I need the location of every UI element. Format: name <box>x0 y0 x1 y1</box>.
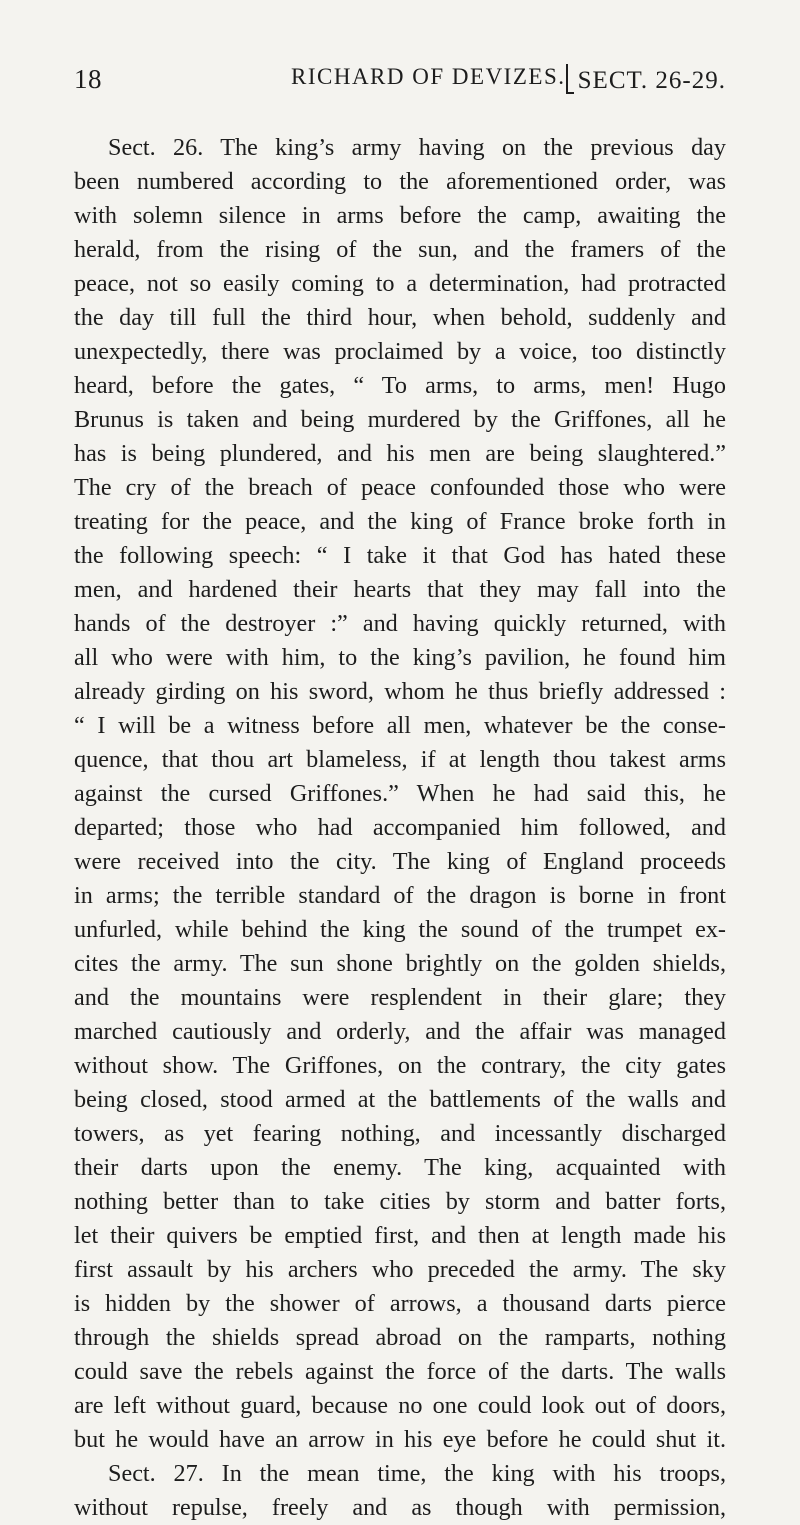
text-line: nothing better than to take cities by storm and batter forts, <box>74 1188 726 1215</box>
text-line: marched cautiously and orderly, and the affair was managed <box>74 1018 726 1045</box>
text-line: Sect. 26. The king’s army having on the previous day <box>108 134 726 161</box>
section-range <box>566 64 726 95</box>
text-line: first assault by his archers who preceded the army. The sky <box>74 1256 726 1283</box>
bracket-mark <box>566 64 574 94</box>
text-line: cites the army. The sun shone brightly on the golden shields, <box>74 950 726 977</box>
text-line: are left without guard, because no one could look out of doors, <box>74 1392 726 1419</box>
body-text <box>74 131 726 1525</box>
text-line: unfurled, while behind the king the sound of the trumpet ex- <box>74 916 726 943</box>
text-line: “ I will be a witness before all men, whatever be the conse- <box>74 712 726 739</box>
text-line: hands of the destroyer :” and having quickly returned, with <box>74 610 726 637</box>
text-line: quence, that thou art blameless, if at length thou takest arms <box>74 746 726 773</box>
text-line: in arms; the terrible standard of the dragon is borne in front <box>74 882 726 909</box>
text-line: been numbered according to the aforementioned order, was <box>74 168 726 195</box>
text-line: already girding on his sword, whom he thus briefly addressed : <box>74 678 726 705</box>
text-line: through the shields spread abroad on the ramparts, nothing <box>74 1324 726 1351</box>
text-line: Brunus is taken and being murdered by the Griffones, all he <box>74 406 726 433</box>
text-line: towers, as yet fearing nothing, and incessantly discharged <box>74 1120 726 1147</box>
text-line: without repulse, freely and as though with permission, <box>74 1494 726 1521</box>
text-line: let their quivers be emptied first, and then at length made his <box>74 1222 726 1249</box>
text-line: heard, before the gates, “ To arms, to arms, men! Hugo <box>74 372 726 399</box>
text-line: the day till full the third hour, when behold, suddenly and <box>74 304 726 331</box>
text-line: and the mountains were resplendent in their glare; they <box>74 984 726 1011</box>
page-number: 18 <box>74 64 102 94</box>
running-head <box>74 64 726 104</box>
text-line: departed; those who had accompanied him followed, and <box>74 814 726 841</box>
text-line: men, and hardened their hearts that they may fall into the <box>74 576 726 603</box>
text-line: all who were with him, to the king’s pavilion, he found him <box>74 644 726 671</box>
text-line: being closed, stood armed at the battlements of the walls and <box>74 1086 726 1113</box>
text-line: is hidden by the shower of arrows, a thousand darts pierce <box>74 1290 726 1317</box>
text-line: but he would have an arrow in his eye before he could shut it. <box>74 1426 726 1453</box>
text-line: with solemn silence in arms before the camp, awaiting the <box>74 202 726 229</box>
text-line: the following speech: “ I take it that God has hated these <box>74 542 726 569</box>
text-line: Sect. 27. In the mean time, the king with his troops, <box>108 1460 726 1487</box>
text-line: without show. The Griffones, on the contrary, the city gates <box>74 1052 726 1079</box>
text-line: herald, from the rising of the sun, and the framers of the <box>74 236 726 263</box>
text-line: against the cursed Griffones.” When he had said this, he <box>74 780 726 807</box>
text-line: their darts upon the enemy. The king, acquainted with <box>74 1154 726 1181</box>
text-line: treating for the peace, and the king of France broke forth in <box>74 508 726 535</box>
text-line: has is being plundered, and his men are being slaughtered.” <box>74 440 726 467</box>
running-title: RICHARD OF DEVIZES. <box>291 64 566 89</box>
text-line: The cry of the breach of peace confounded those who were <box>74 474 726 501</box>
section-range-label: SECT. 26-29. <box>577 67 726 94</box>
text-line: unexpectedly, there was proclaimed by a voice, too distinctly <box>74 338 726 365</box>
text-line: could save the rebels against the force of the darts. The walls <box>74 1358 726 1385</box>
text-line: were received into the city. The king of England proceeds <box>74 848 726 875</box>
text-line: peace, not so easily coming to a determination, had protracted <box>74 270 726 297</box>
